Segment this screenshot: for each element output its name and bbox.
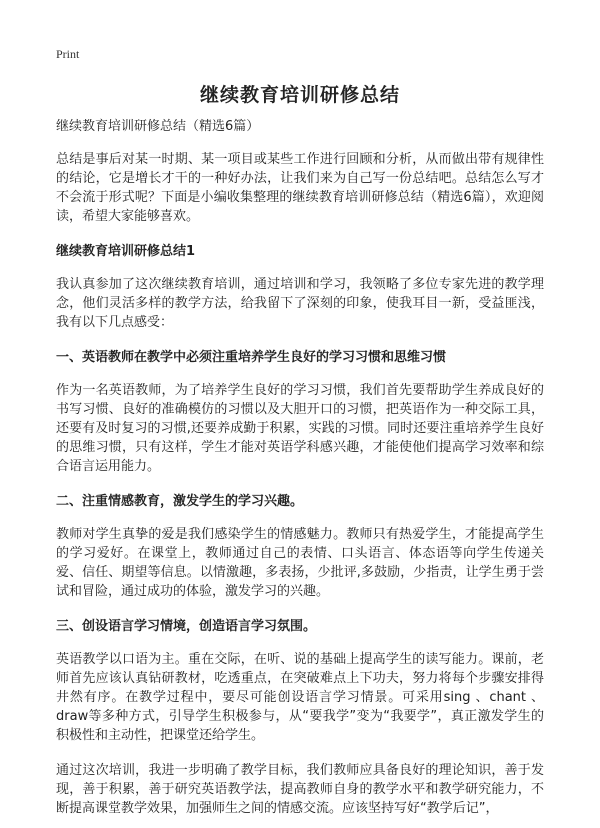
section1-paragraph: 我认真参加了这次继续教育培训，通过培训和学习，我领略了多位专家先进的教学理念，他们灵活多样的教学方法，给我留下了深刻的印象，使我耳目一新，受益匪浅，我有以下几点感受： xyxy=(56,277,544,330)
print-link[interactable]: Print xyxy=(56,47,80,61)
point3-paragraph: 英语教学以口语为主。重在交际，在听、说的基础上提高学生的读写能力。课前，老师首先应该认真钻研教材，吃透重点，在突破难点上下功夫，努力将每个步骤安排得井然有序。在教学过程中，要尽可能创设语言学习情景。可采用sing 、chant 、draw等多种方式，引导学生积极参与，从“要我学”变为“我要学”，真正激发学生的积极性和主动性，把课堂还给学生。 xyxy=(56,652,544,743)
page-title: 继续教育培训研修总结 xyxy=(199,84,400,106)
point-heading-1: 一、英语教师在教学中必须注重培养学生良好的学习习惯和思维习惯 xyxy=(56,350,447,365)
document-body xyxy=(56,118,544,828)
document-subtitle: 继续教育培训研修总结（精选6篇） xyxy=(56,119,260,134)
closing-paragraph: 通过这次培训，我进一步明确了教学目标，我们教师应具备良好的理论知识，善于发现，善于积累，善于研究英语教学法，提高教师自身的教学水平和教学研究能力，不断提高课堂教学效果，加强师生之间的情感交流。应该坚持写好“教学后记”， xyxy=(56,763,544,816)
section-heading-1: 继续教育培训研修总结1 xyxy=(56,244,196,259)
intro-paragraph: 总结是事后对某一时期、某一项目或某些工作进行回顾和分析，从而做出带有规律性的结论，它是增长才干的一种好办法，让我们来为自己写一份总结吧。总结怎么写才不会流于形式呢？下面是小编收集整理的继续教育培训研修总结（精选6篇），欢迎阅读，希望大家能够喜欢。 xyxy=(56,152,544,224)
point1-paragraph: 作为一名英语教师，为了培养学生良好的学习习惯，我们首先要帮助学生养成良好的书写习惯、良好的准确模仿的习惯以及大胆开口的习惯，把英语作为一种交际工具，还要有及时复习的习惯,还要养成勤于积累，实践的习惯。同时还要注重培养学生良好的思维习惯，只有这样，学生才能对英语学科感兴趣，才能使他们提高学习效率和综合语言运用能力。 xyxy=(56,383,544,474)
point-heading-3: 三、创设语言学习情境，创造语言学习氛围。 xyxy=(56,619,317,634)
point2-paragraph: 教师对学生真挚的爱是我们感染学生的情感魅力。教师只有热爱学生，才能提高学生的学习爱好。在课堂上，教师通过自己的表情、口头语言、体态语等向学生传递关爱、信任、期望等信息。以情激趣，多表扬，少批评,多鼓励，少指责，让学生勇于尝试和冒险，通过成功的体验，激发学习的兴趣。 xyxy=(56,527,544,599)
point-heading-2: 二、注重情感教育，激发学生的学习兴趣。 xyxy=(56,494,304,509)
